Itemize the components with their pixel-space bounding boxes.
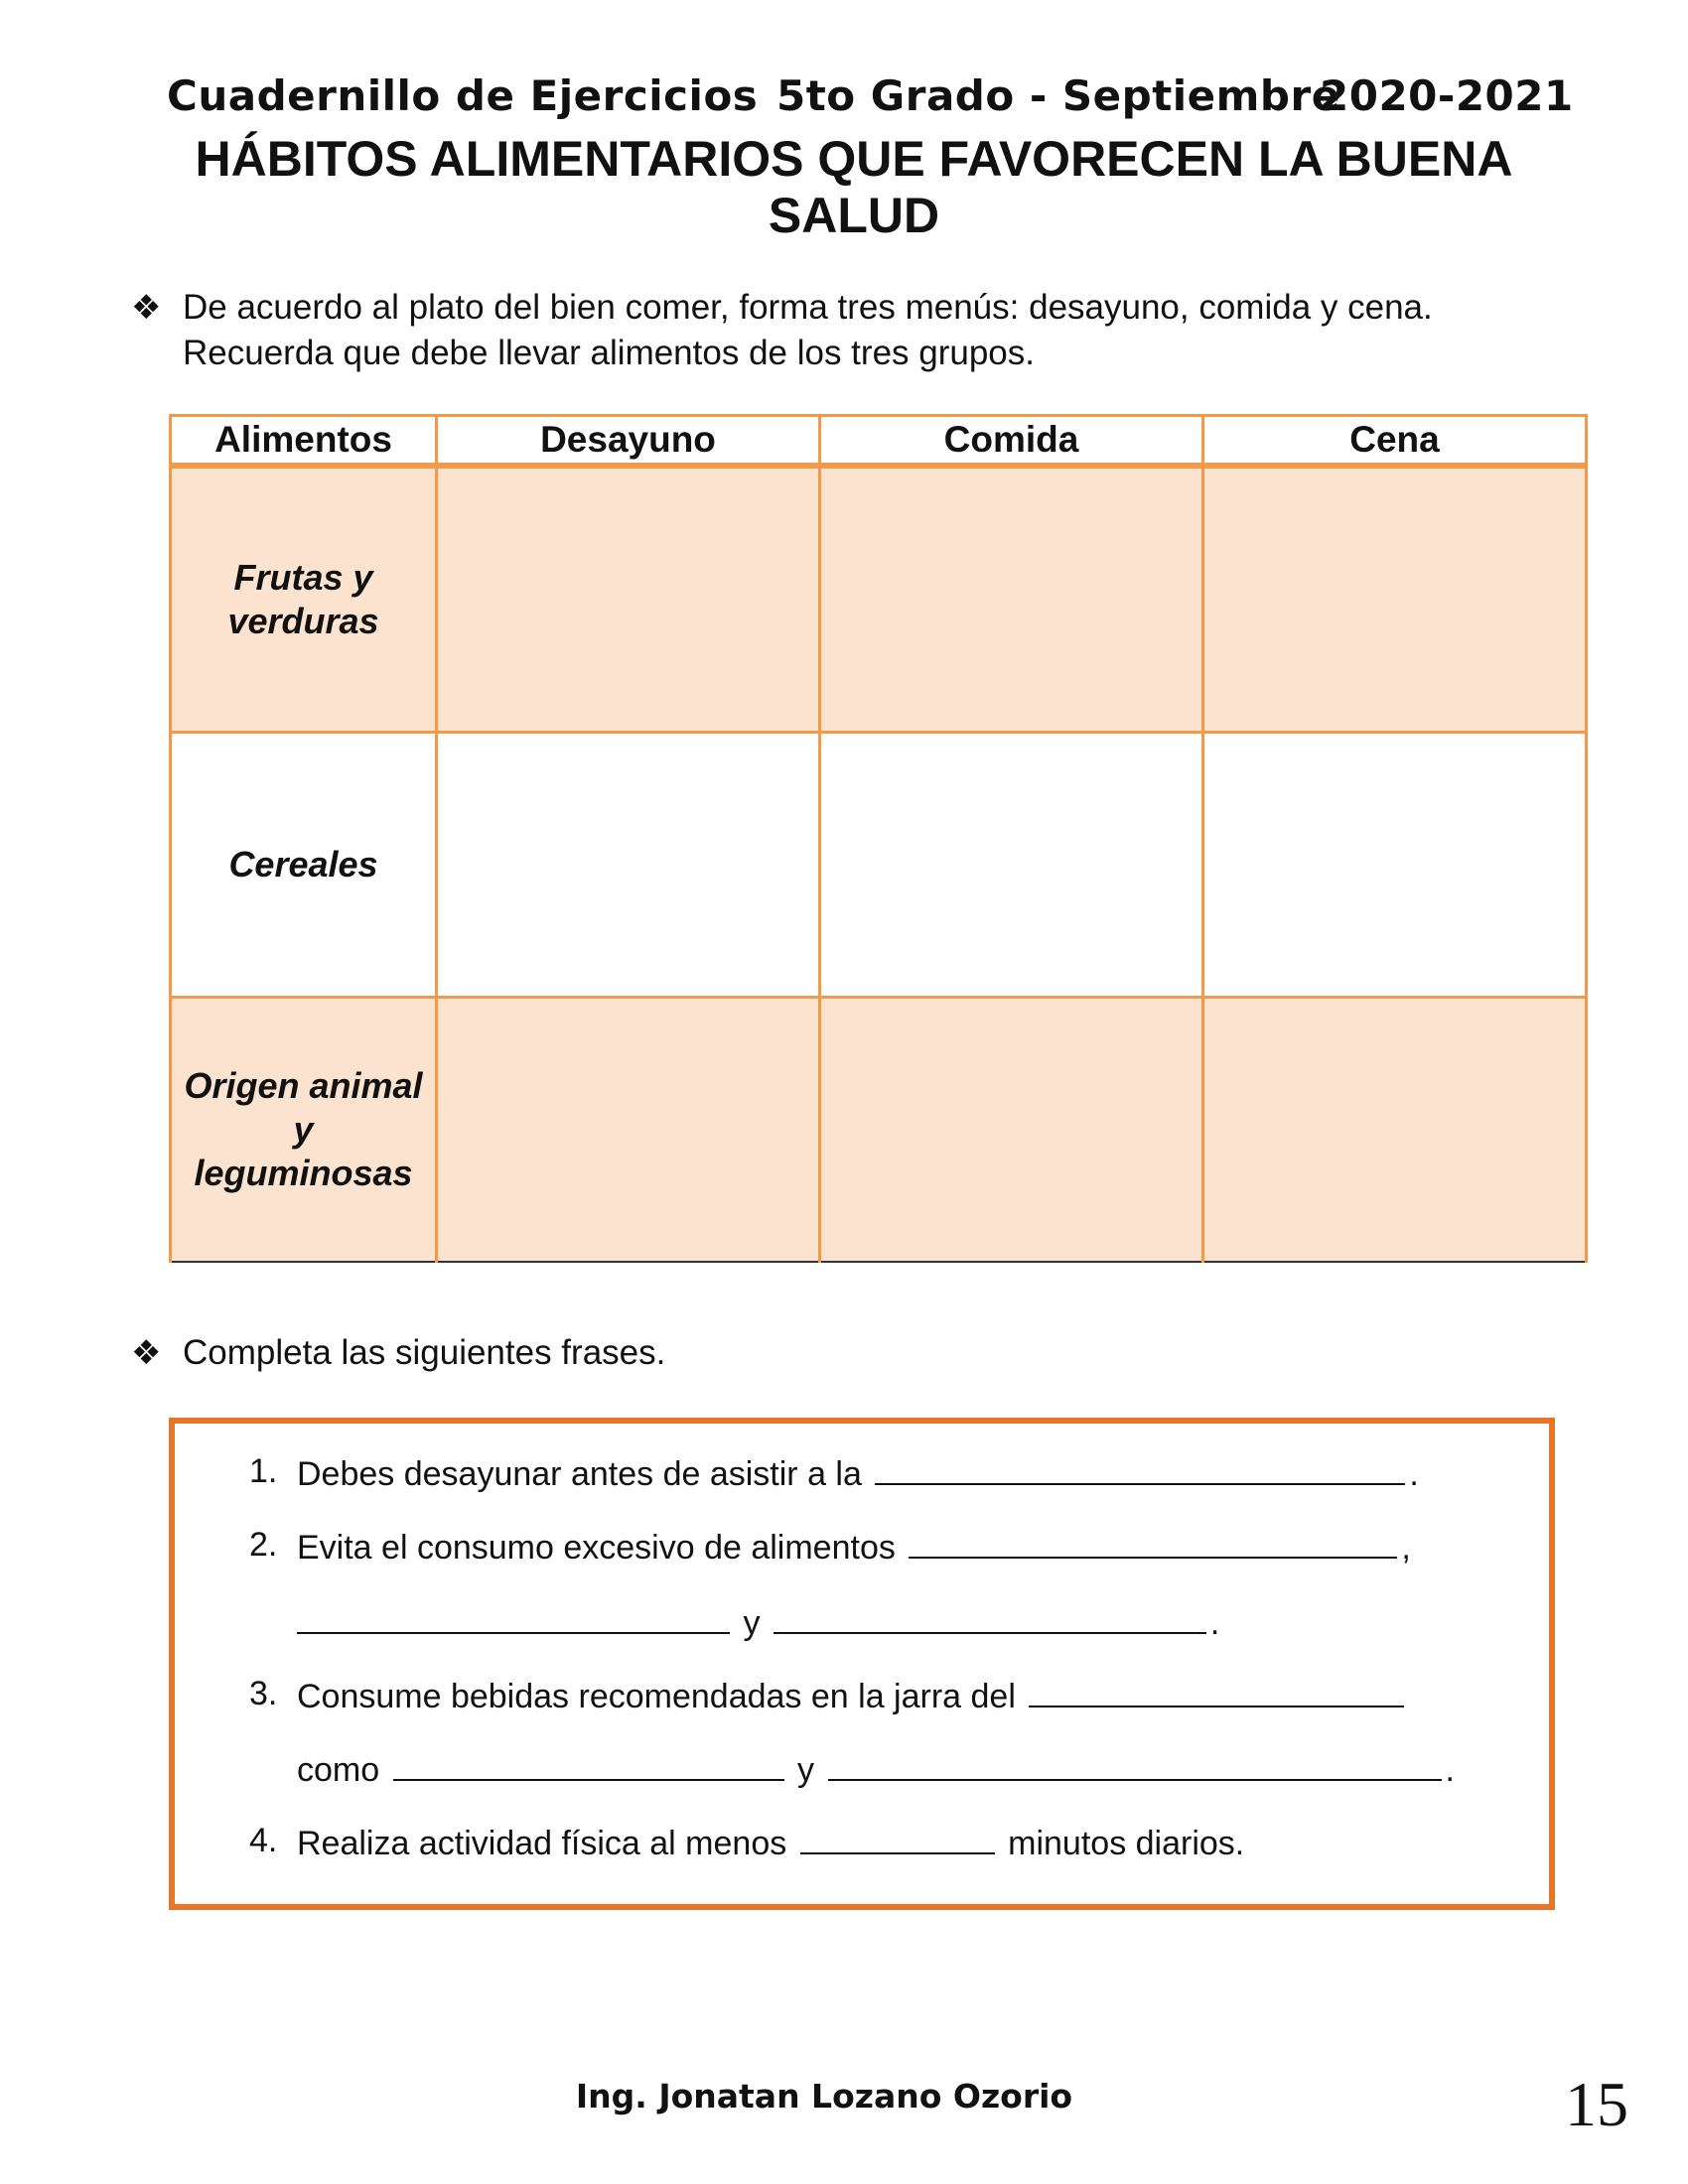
answer-cell-comida[interactable] xyxy=(820,466,1203,733)
answer-cell-cena[interactable] xyxy=(1203,998,1587,1263)
phrase-text: Debes desayunar antes de asistir a la xyxy=(297,1455,862,1493)
column-header-cena: Cena xyxy=(1203,416,1587,467)
blank-field[interactable] xyxy=(774,1600,1206,1634)
phrases-box xyxy=(169,1418,1555,1910)
bullet-icon: ❖ xyxy=(131,1333,162,1373)
blank-field[interactable] xyxy=(875,1451,1405,1485)
answer-cell-desayuno[interactable] xyxy=(437,733,820,998)
phrase-text: Consume bebidas recomendadas en la jarra del xyxy=(297,1678,1016,1715)
table-header-row xyxy=(171,416,1587,467)
phrase-number: 3. xyxy=(249,1675,278,1712)
answer-cell-comida[interactable] xyxy=(820,733,1203,998)
answer-cell-comida[interactable] xyxy=(820,998,1203,1263)
column-header-desayuno: Desayuno xyxy=(437,416,820,467)
answer-cell-desayuno[interactable] xyxy=(437,998,820,1263)
column-header-comida: Comida xyxy=(820,416,1203,467)
answer-cell-cena[interactable] xyxy=(1203,466,1587,733)
phrase-connector: y xyxy=(797,1751,815,1789)
footer-author: Ing. Jonatan Lozano Ozorio xyxy=(575,2077,1073,2116)
instruction-menus xyxy=(131,285,1561,376)
column-header-alimentos: Alimentos xyxy=(171,416,437,467)
header-grade-month: 5to Grado - Septiembre xyxy=(776,71,1340,120)
instruction-text: De acuerdo al plato del bien comer, forma tres menús: desayuno, comida y cena. Recuerda que debe llevar alimentos de los tres grupos. xyxy=(183,288,1433,372)
instruction-phrases xyxy=(131,1330,1561,1376)
phrase-punctuation: , xyxy=(1401,1529,1411,1567)
phrase-connector: y xyxy=(743,1604,761,1642)
table-row xyxy=(171,733,1587,998)
answer-cell-cena[interactable] xyxy=(1203,733,1587,998)
phrase-text: Evita el consumo excesivo de alimentos xyxy=(297,1529,896,1567)
phrase-number: 1. xyxy=(249,1452,278,1490)
blank-field[interactable] xyxy=(393,1747,784,1781)
menu-table xyxy=(169,414,1588,1263)
blank-field[interactable] xyxy=(800,1821,995,1854)
blank-field[interactable] xyxy=(1029,1674,1404,1707)
page-number: 15 xyxy=(1565,2069,1628,2139)
phrase-punctuation: . xyxy=(1445,1751,1455,1789)
food-group-label: Cereales xyxy=(171,733,437,998)
phrase-number: 4. xyxy=(249,1822,278,1859)
instruction-text: Completa las siguientes frases. xyxy=(183,1333,666,1372)
table-row xyxy=(171,466,1587,733)
phrase-number: 2. xyxy=(249,1526,278,1564)
table-row xyxy=(171,998,1587,1263)
phrase-text: como xyxy=(297,1751,380,1789)
header-school-year: 2020-2021 xyxy=(1320,71,1574,120)
blank-field[interactable] xyxy=(828,1747,1442,1781)
phrase-text: minutos diarios. xyxy=(1008,1825,1245,1862)
blank-field[interactable] xyxy=(297,1600,730,1634)
phrase-text: Realiza actividad física al menos xyxy=(297,1825,787,1862)
phrase-punctuation: . xyxy=(1409,1455,1419,1493)
bullet-icon: ❖ xyxy=(131,288,162,328)
answer-cell-desayuno[interactable] xyxy=(437,466,820,733)
header-booklet-title: Cuadernillo de Ejercicios xyxy=(167,71,759,120)
document-header xyxy=(167,71,1574,131)
food-group-label: Frutas y verduras xyxy=(171,466,437,733)
food-group-label: Origen animal y leguminosas xyxy=(171,998,437,1263)
blank-field[interactable] xyxy=(909,1525,1397,1559)
page-title: HÁBITOS ALIMENTARIOS QUE FAVORECEN LA BUENA SALUD xyxy=(195,131,1513,243)
phrase-punctuation: . xyxy=(1209,1604,1220,1642)
